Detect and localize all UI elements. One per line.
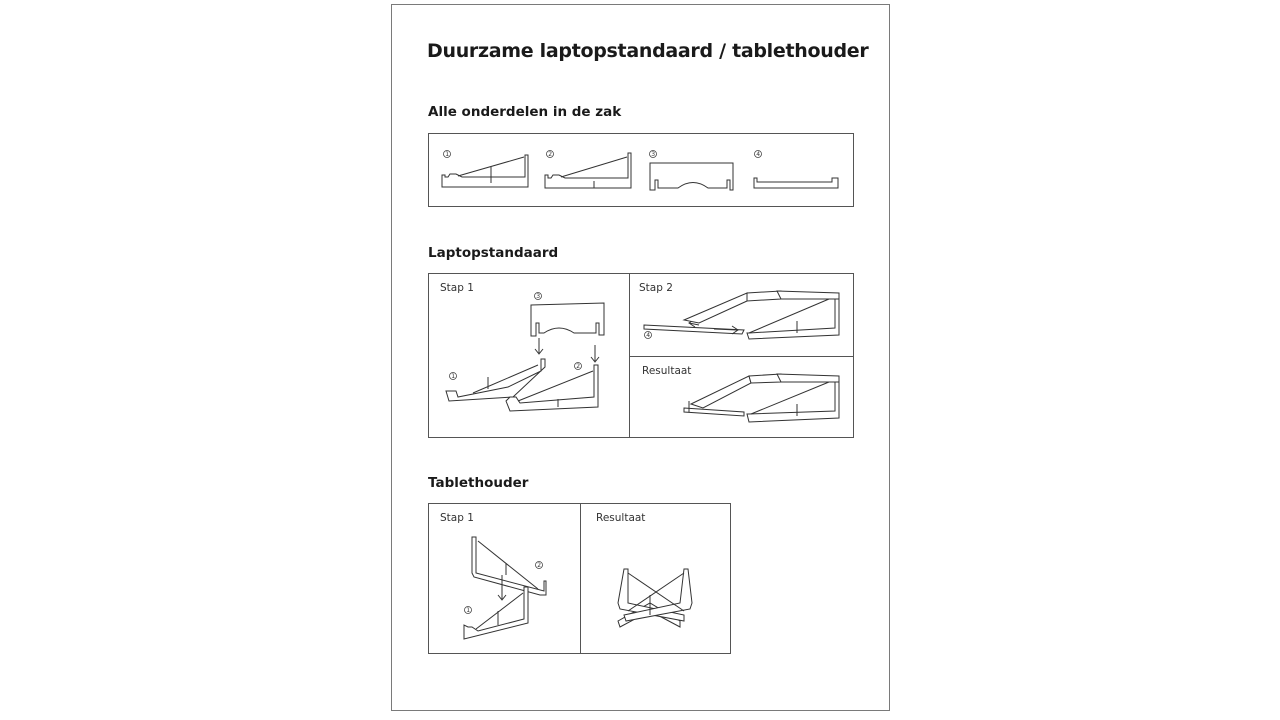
laptop-step1-number-2: 2 — [576, 363, 581, 371]
tablet-step1-label: Stap 1 — [440, 512, 474, 524]
tablet-step1-number-2: 2 — [537, 562, 542, 570]
parts-illustration — [428, 133, 854, 207]
part-2-icon — [545, 151, 631, 189]
tablet-result-label: Resultaat — [596, 512, 646, 524]
parts-section-title: Alle onderdelen in de zak — [428, 104, 622, 120]
laptop-result-illustration — [629, 356, 854, 438]
tablet-section-title: Tablethouder — [428, 475, 529, 491]
laptop-step1-number-1: 1 — [451, 373, 456, 381]
part-4-icon — [754, 151, 838, 189]
laptop-step2-label: Stap 2 — [639, 282, 673, 294]
document-title: Duurzame laptopstandaard / tablethouder — [427, 40, 869, 62]
laptop-step1-illustration — [428, 273, 630, 438]
laptop-section-title: Laptopstandaard — [428, 245, 559, 261]
tablet-result-illustration — [580, 503, 731, 654]
part-1-icon — [442, 151, 528, 188]
part-3-number: 3 — [651, 151, 656, 159]
laptop-step2-number-4: 4 — [646, 332, 651, 340]
part-2-number: 2 — [548, 151, 553, 159]
tablet-step1-number-1: 1 — [466, 607, 471, 615]
laptop-step2-illustration — [629, 273, 854, 357]
laptop-step1-number-3: 3 — [536, 293, 541, 301]
part-4-number: 4 — [756, 151, 761, 159]
part-1-number: 1 — [445, 151, 450, 159]
laptop-step1-label: Stap 1 — [440, 282, 474, 294]
part-3-icon — [650, 151, 734, 191]
laptop-result-label: Resultaat — [642, 365, 692, 377]
tablet-step1-illustration — [428, 503, 581, 654]
